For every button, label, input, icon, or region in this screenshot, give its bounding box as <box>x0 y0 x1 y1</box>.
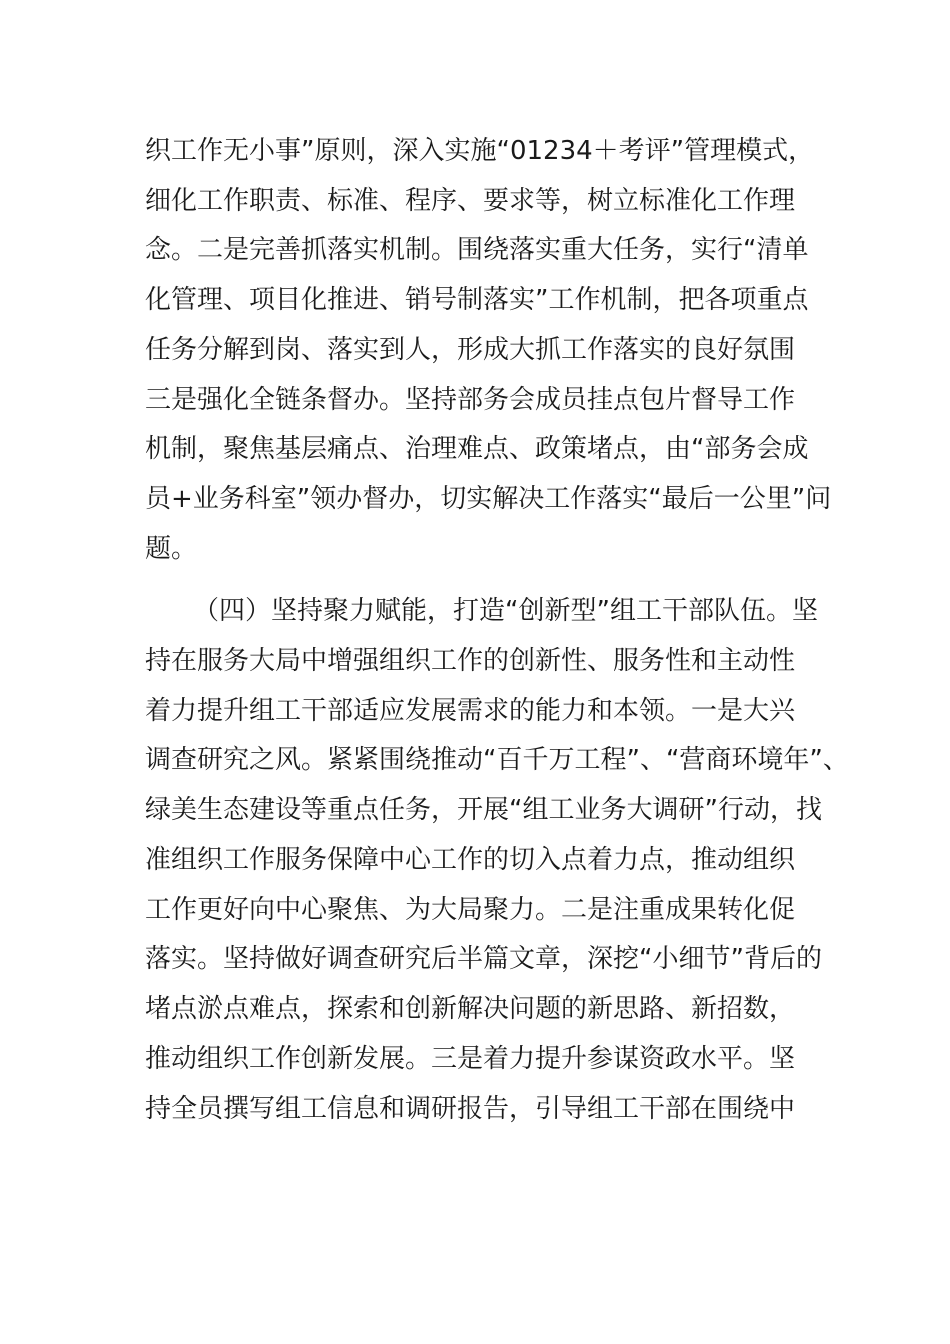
text-line: 三是强化全链条督办。坚持部务会成员挂点包片督导工作 <box>145 385 796 415</box>
text-line: 工作更好向中心聚焦、为大局聚力。二是注重成果转化促 <box>145 895 796 925</box>
text-line: 绿美生态建设等重点任务，开展“组工业务大调研”行动，找 <box>145 795 822 825</box>
text-line: 堵点淤点难点，探索和创新解决问题的新思路、新招数， <box>145 994 796 1024</box>
text-line: 调查研究之风。紧紧围绕推动“百千万工程”、“营商环境年”、 <box>145 745 849 775</box>
text-line: 准组织工作服务保障中心工作的切入点着力点，推动组织 <box>145 845 796 875</box>
text-line: 着力提升组工干部适应发展需求的能力和本领。一是大兴 <box>145 696 796 726</box>
text-line: 持全员撰写组工信息和调研报告，引导组工干部在围绕中 <box>145 1094 796 1124</box>
text-line: 机制，聚焦基层痛点、治理难点、政策堵点，由“部务会成 <box>145 434 809 464</box>
text-line: 推动组织工作创新发展。三是着力提升参谋资政水平。坚 <box>145 1044 796 1074</box>
text-line: 念。二是完善抓落实机制。围绕落实重大任务，实行“清单 <box>145 235 809 265</box>
text-line: 细化工作职责、标准、程序、要求等，树立标准化工作理 <box>145 186 796 216</box>
text-line: 持在服务大局中增强组织工作的创新性、服务性和主动性 <box>145 646 796 676</box>
text-line: 员+业务科室”领办督办，切实解决工作落实“最后一公里”问 <box>145 484 832 514</box>
text-line: 落实。坚持做好调查研究后半篇文章，深挖“小细节”背后的 <box>145 944 822 974</box>
text-line: 任务分解到岗、落实到人，形成大抓工作落实的良好氛围 <box>145 335 796 365</box>
text-line: 织工作无小事”原则，深入实施“01234＋考评”管理模式， <box>145 136 815 166</box>
text-line: 题。 <box>145 534 198 564</box>
text-line: 化管理、项目化推进、销号制落实”工作机制，把各项重点 <box>145 285 809 315</box>
section-heading-line: （四）坚持聚力赋能，打造“创新型”组工干部队伍。坚 <box>193 596 818 626</box>
